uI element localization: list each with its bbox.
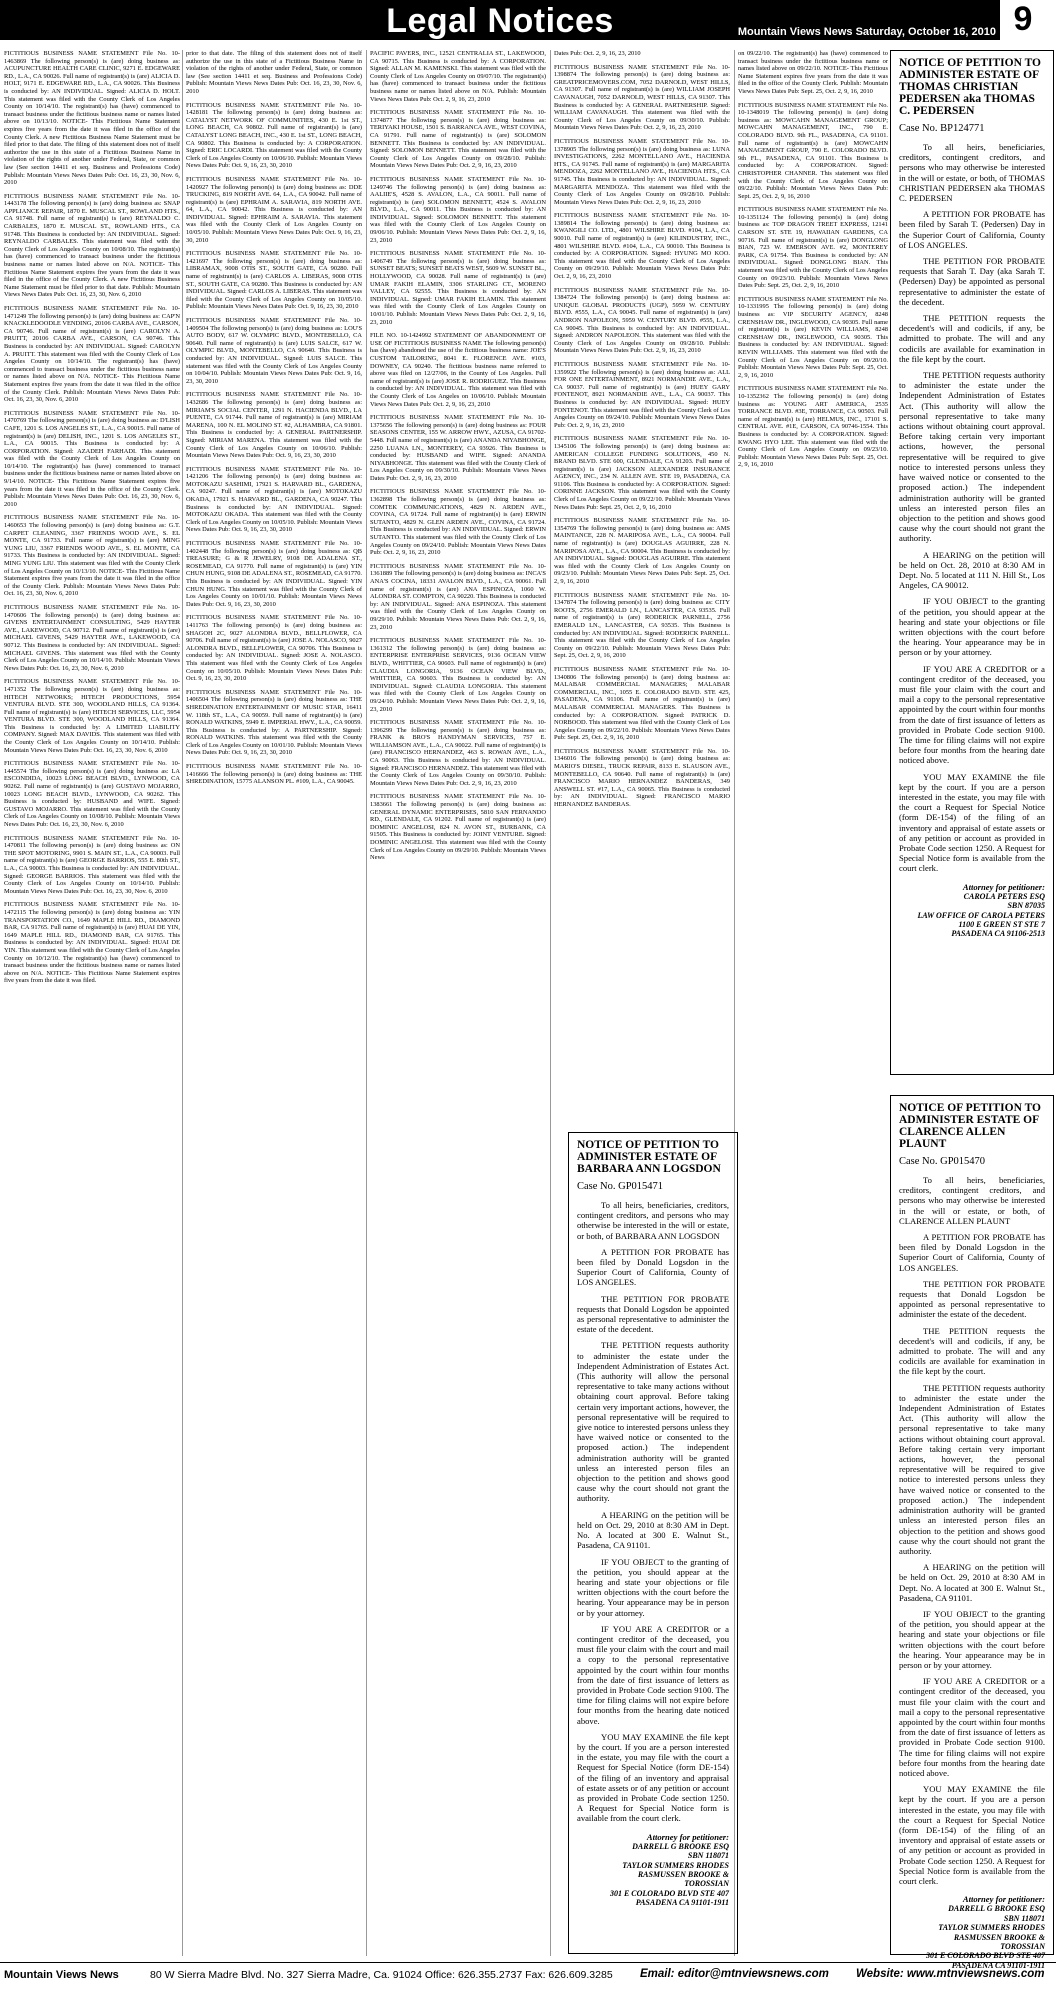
attorney-line: RASMUSSEN BROOKE &: [637, 1870, 729, 1879]
footer-email[interactable]: Email: editor@mtnviewsnews.com: [640, 1968, 829, 1980]
fictitious-business-notice: prior to that date. The filing of this statement does not of itself authorize the use in this state of a Fictitious Business Name in violation of the rights of another under Federal, State, or common law (See section 14411 et seq. Business and Professions Code) Publish: Mountain Views News Dates Pub: Oct. 16, 23, 30, Nov. 6, 2010: [186, 50, 362, 95]
column-divider: [182, 50, 183, 1956]
column-divider: [366, 50, 367, 1956]
footer-website[interactable]: Website: www.mtnviewsnews.com: [856, 1968, 1045, 1980]
notice-title: NOTICE OF PETITION TO ADMINISTER ESTATE OF THOMAS CHRISTIAN PEDERSEN aka THOMAS C. PEDERSEN: [899, 57, 1041, 117]
fictitious-business-notice: FICTITIOUS BUSINESS NAME STATEMENT File No. 10-1428181 The following person(s) is (are) doing business as: CATALYST NETWORK OF COMMUNITIES, 430 E. 1st ST., LONG BEACH, CA 90802. Full name of registrant(s) is (are) CATALYST LONG BEACH, INC., 430 E. 1st ST., LONG BEACH, CA 90802. This Business is conducted by: A CORPORATION. Signed: ERIC LOCARDI. This statement was filed with the County Clerk of Los Angeles County on 10/06/10. Publish: Mountain Views News Dates Pub: Oct. 9, 16, 23, 30, 2010: [186, 101, 362, 170]
attorney-line: CAROLA PETERS ESQ: [963, 891, 1045, 901]
attorney-line: SBN 118071: [1003, 1913, 1045, 1923]
notice-paragraph: IF YOU ARE A CREDITOR or a contingent creditor of the deceased, you must file your claim with the court and mail a copy to the personal representative appointed by the court within four months from the date of first issuance of letters as provided in Probate Code section 9100. The time for filing claims will not expire before four months from the hearing date noticed above.: [899, 1676, 1045, 1778]
notice-paragraph: THE PETITION requests authority to administer the estate under the Independent Administration of Estates Act. (This authority will allow the personal representative to take many actions without obtaining court approval. Before taking certain very important actions, however, the personal representative will be required to give notice to interested persons unless they have waived notice or consented to the proposed action.) The independent administration authority will be granted unless an interested person files an objection to the petition and shows good cause why the court should not grant the authority.: [577, 1340, 729, 1504]
attorney-line: 1100 E GREEN ST STE 7: [958, 920, 1045, 930]
probate-notice-plaunt: [890, 1095, 1054, 1970]
notice-paragraph: YOU MAY EXAMINE the file kept by the court. If you are a person interested in the estate, you may file with the court a Request for Special Notice (form DE-154) of the filing of an inventory and appraisal of estate assets or of any petition or account as provided in Probate Code section 1250. A Request for Special Notice form is available from the court clerk.: [899, 771, 1045, 874]
fictitious-business-notice: FICTITIOUS BUSINESS NAME STATEMENT File No. 10-1351124 The following person(s) is (are) doing business as: TOP DRAGON TREET EXPRESS, 12141 CARSON ST. STE 19, HAWAIIAN GARDENS, CA 90716. Full name of registrant(s) is (are) DONGLONG BIAN, 723 W. EMERSON AVE. #2, MONTEREY PARK, CA 91754. This Business is conducted by: AN INDIVIDUAL. Signed: DONGLONG BIAN. This statement was filed with the County Clerk of Los Angeles County on 09/23/10. Publish: Mountain Views News Dates Pub: Sept. 25, Oct. 2, 9, 16, 2010: [738, 206, 888, 290]
attorney-line: TAYLOR SUMMERS RHODES: [622, 1860, 729, 1870]
notice-paragraph: THE PETITION requests authority to administer the estate under the Independent Administration of Estates Act. (This authority will allow the personal representative to take many actions without obtaining court approval. Before taking certain very important actions, however, the personal representative will be required to give notice to interested persons unless they have waived notice or consented to the proposed action.) The independent administration authority will be granted unless an interested person files an objection to the petition and shows good cause why the court should not grant the authority.: [899, 1382, 1045, 1556]
attorney-line: DARRELL G BROOKE ESQ: [632, 1841, 729, 1851]
notice-paragraph: THE PETITION requests the decedent's will and codicils, if any, be admitted to probate. The will and any codicils are available for examination in the file kept by the court.: [899, 1325, 1045, 1377]
fictitious-business-notice: FICTITIOUS BUSINESS NAME STATEMENT File No. 10-1460653 The following person(s) is (are) doing business as: G.T. CARPET CLEANING, 3367 FRIENDS WOOD AVE., S. EL MONTE, CA 91733. Full name of registrant(s) is (are) MING YUNG LIU, 3367 FRIENDS WOOD AVE., S. EL MONTE, CA 91733. This Business is conducted by: AN INDIVIDUAL. Signed: MING YUNG LIU. This statement was filed with the County Clerk of Los Angeles County on 10/13/10. NOTICE- This Fictitious Name Statement expires five years from the date it was filed in the office of the County Clerk. Publish: Mountain Views News Dates Pub: Oct. 16, 23, 30, Nov. 6, 2010: [4, 514, 180, 598]
column-divider: [550, 50, 551, 1956]
notice-paragraph: THE PETITION FOR PROBATE requests that Donald Logsdon be appointed as personal representative to administer the estate of the decedent.: [577, 1293, 729, 1335]
fictitious-business-notice: FICTITIOUS BUSINESS NAME STATEMENT File No. 10-1420927 The following person(s) is (are) doing business as: DDE TRUCKING, 819 NORTH AVE. 64, L.A., CA 90042. Full name of registrant(s) is (are) EPHRAIM A. SARAVIA, 819 NORTH AVE. 64, L.A., CA 90042. This Business is conducted by: AN INDIVIDUAL. Signed: EPHRAIM A. SARAVIA. This statement was filed with the County Clerk of Los Angeles County on 10/05/10. Publish: Mountain Views News Dates Pub: Oct. 9, 16, 23, 30, 2010: [186, 175, 362, 244]
fictitious-business-notice: FICTITIOUS BUSINESS NAME STATEMENT File No. 10-1396299 The following person(s) is (are) doing business as: FRANK & BRO'S HANDYMAN SERVICES, 757 E. WILLIAMSON AVE., L.A., CA 90022. Full name of registrant(s) is (are) FRANCISCO HERNANDEZ, 463 S. ROWAN AVE., L.A., CA 90063. This Business is conducted by: AN INDIVIDUAL. Signed: FRANCISCO HERNANDEZ. This statement was filed with the County Clerk of Los Angeles County on 09/30/10. Publish: Mountain Views News Dates Pub: Oct. 2, 9, 16, 23, 2010: [370, 719, 546, 787]
notice-body: [577, 1200, 729, 1908]
notice-column-2: [186, 50, 362, 1956]
attorney-line: LAW OFFICE OF CAROLA PETERS: [917, 910, 1045, 920]
notice-column-1: [4, 50, 180, 1956]
notice-paragraph: A PETITION FOR PROBATE has been filed by Donald Logsdon in the Superior Court of California, County of LOS ANGELES.: [577, 1246, 729, 1288]
fictitious-business-notice: FICTITIOUS BUSINESS NAME STATEMENT File No. 10-1406504 The following person(s) is (are) doing business as: THE SHREDINATION ENTERTAINMENT OF MUSIC STAR, 16411 W. 118th ST., L.A., CA 90059. Full name of registrant(s) is (are) RONALD WATKINS, 5949 E. IMPERIAL HWY., L.A., CA 90059. This Business is conducted by: A PARTNERSHIP. Signed: RONALD WATKINS. This statement was filed with the County Clerk of Los Angeles County on 10/01/10. Publish: Mountain Views News Dates Pub: Oct. 9, 16, 23, 30, 2010: [186, 688, 362, 757]
attorney-line: SBN 118071: [687, 1851, 729, 1861]
fictitious-business-notice: FICTITIOUS BUSINESS NAME STATEMENT File No. 10-1249746 The following person(s) is (are) doing business as: AALIIE'S, 4528 S. AVALON, L.A., CA 90011. Full name of registrant(s) is (are) SOLOMON BENNETT, 4524 S. AVALON BLVD., L.A., CA 90011. This Business is conducted by: AN INDIVIDUAL. Signed: SOLOMON BENNETT. This statement was filed with the County Clerk of Los Angeles County on 09/06/10. Publish: Mountain Views News Dates Pub: Oct. 2, 9, 16, 23, 2010: [370, 175, 546, 244]
fictitious-business-notice: on 09/22/10. The registrant(s) has (have) commenced to transact business under the fictitious business name or names listed above on 09/22/10. NOTICE- This Fictitious Name Statement expires five years from the date it was filed in the office of the County Clerk. Publish: Mountain Views News Dates Pub: Sept. 25, Oct. 2, 9, 16, 2010: [738, 50, 888, 95]
fictitious-business-notice: FICTITIOUS BUSINESS NAME STATEMENT File No. 10-1471352 The following person(s) is (are) doing business as: HITECH NETWORKS; HITECH PRODUCTIONS, 5954 VENTURA BLVD. STE 300, WOODLAND HILLS, CA 91364. Full name of registrant(s) is (are) HITECH SERVICES, LLC, 5954 VENTURA BLVD. STE 300, WOODLAND HILLS, CA 91364. This Business is conducted by: A LIMITED LIABILITY COMPANY. Signed: MAX DAVIDS. This statement was filed with the County Clerk of Los Angeles County on 10/14/10. Publish: Mountain Views News Dates Pub: Oct. 16, 23, 30, Nov. 6, 2010: [4, 678, 180, 754]
footer-address: 80 W Sierra Madre Blvd. No. 327 Sierra Madre, Ca. 91024 Office: 626.355.2737 Fax: 626.609.3285: [150, 1969, 613, 1981]
attorney-line: SBN 87035: [1007, 901, 1045, 911]
fictitious-business-notice: FICTITIOUS BUSINESS NAME STATEMENT File No. 10-1409504 The following person(s) is (are) doing business as: LOU'S AUTO BODY, 617 W. OLYMPIC BLVD., MONTEBELLO, CA 90640. Full name of registrant(s) is (are) LUIS SALCE, 617 W. OLYMPIC BLVD., MONTEBELLO, CA 90640. This Business is conducted by: AN INDIVIDUAL. Signed: LUIS SALCE. This statement was filed with the County Clerk of Los Angeles County on 10/04/10. Publish: Mountain Views News Dates Pub: Oct. 9, 16, 23, 30, 2010: [186, 317, 362, 385]
attorney-line: TOROSSIAN: [684, 1879, 729, 1889]
notice-paragraph: YOU MAY EXAMINE the file kept by the court. If you are a person interested in the estate, you may file with the court a Request for Special Notice (form DE-154) of the filing of an inventory and appraisal of estate assets or of any petition or account as provided in Probate Code section 1250. A Request for Special Notice form is available from the court clerk.: [577, 1731, 729, 1824]
notice-paragraph: THE PETITION requests the decedent's will and codicils, if any, be admitted to probate. The will and any codicils are available for examination in the file kept by the court.: [899, 313, 1045, 364]
fictitious-business-notice: FICTITIOUS BUSINESS NAME STATEMENT File No. 10-1348019 The following person(s) is (are) doing business as: MOWCAHN MANAGEMENT GROUP; MOWCAHN MANAGEMENT, INC., 790 E. COLORADO BLVD. 9th FL., PASADENA, CA 91101. Full name of registrant(s) is (are) MOWCAHN MANAGEMENT GROUP, 790 E. COLORADO BLVD. 9th FL., PASADENA, CA 91101. This Business is conducted by: A CORPORATION. Signed: CHRISTOPHER CHANNER. This statement was filed with the County Clerk of Los Angeles County on 09/22/10. Publish: Mountain Views News Dates Pub: Sept. 25, Oct. 2, 9, 16, 2010: [738, 101, 888, 200]
attorney-line: 301 E COLORADO BLVD STE 407: [925, 1951, 1045, 1961]
notice-paragraph: IF YOU OBJECT to the granting of the petition, you should appear at the hearing and state your objections or file written objections with the court before the hearing. Your appearance may be in person or by your attorney.: [577, 1556, 729, 1618]
attorney-line: PASADENA CA 91101-1911: [635, 1898, 729, 1908]
fictitious-business-notice: FICTITIOUS BUSINESS NAME STATEMENT File No. 10-1470606 The following person(s) is (are) doing business as: GIVENS ENTERTAINMENT CONSULTING, 5429 HAYTER AVE., LAKEWOOD, CA 90712. Full name of registrant(s) is (are) MICHAEL GIVENS, 5429 HAYTER AVE., LAKEWOOD, CA 90712. This Business is conducted by: AN INDIVIDUAL. Signed: MICHAEL GIVENS. This statement was filed with the County Clerk of Los Angeles County on 10/14/10. Publish: Mountain Views News Dates Pub: Oct. 16, 23, 30, Nov. 6, 2010: [4, 603, 180, 672]
fictitious-business-notice: FICTITIOUS BUSINESS NAME STATEMENT File No. 10-1402448 The following person(s) is (are) doing business as: QB TREASURE; G & R JEWELRY, 9108 DE ADALENA ST., ROSEMEAD, CA 91770. Full name of registrant(s) is (are) YIN CHUN HUNG, 9108 DE ADALENA ST., ROSEMEAD, CA 91770. This Business is conducted by: AN INDIVIDUAL. Signed: YIN CHUN HUNG. This statement was filed with the County Clerk of Los Angeles County on 10/01/10. Publish: Mountain Views News Dates Pub: Oct. 9, 16, 23, 30, 2010: [186, 540, 362, 608]
fictitious-business-notice: FICTITIOUS BUSINESS NAME STATEMENT File No. 10-1346016 The following person(s) is (are) doing business as: MARIO'S DIESEL, TRUCK REPAIR, 8133 E. SLAUSON AVE., MONTEBELLO, CA 90640. Full name of registrant(s) is (are) FRANCISCO MARIO HERNANDEZ BANDERAS, 349 ANSWELL ST. #17, L.A., CA 90065. This Business is conducted by: AN INDIVIDUAL. Signed: FRANCISCO MARIO HERNANDEZ BANDERAS.: [554, 747, 730, 809]
fictitious-business-notice: FICTITIOUS BUSINESS NAME STATEMENT File No. 10-1375656 The following person(s) is (are) doing business as: FOUR SEASONS CENTER, 155 W. ARROW HWY., AZUSA, CA 91702-5448. Full name of registrant(s) is (are) ANANDA NIYABHONGE, 2250 LUANA LN., MONTEREY, CA 93926. This Business is conducted by: HUSBAND and WIFE. Signed: ANANDA NIYABHONGE. This statement was filed with the County Clerk of Los Angeles County on 09/30/10. Publish: Mountain Views News Dates Pub: Oct. 2, 9, 16, 23, 2010: [370, 414, 546, 482]
attorney-line: PASADENA CA 91106-2513: [951, 929, 1045, 939]
attorney-line: TOROSSIAN: [1000, 1942, 1045, 1952]
fictitious-business-notice: FICTITIOUS BUSINESS NAME STATEMENT File No. 10-1406749 The following person(s) is (are) doing business as: SUNSET BEATS; SUNSET BEATS WEST, 5609 W. SUNSET BL., HOLLYWOOD, CA 90028. Full name of registrant(s) is (are) UMAR FAKIH ELAMIN, 3306 STARLING CT., MORENO VALLEY, CA 92555. This Business is conducted by: AN INDIVIDUAL. Signed: UMAR FAKIH ELAMIN. This statement was filed with the County Clerk of Los Angeles County on 10/01/10. Publish: Mountain Views News Dates Pub: Oct. 2, 9, 16, 23, 2010: [370, 250, 546, 326]
fictitious-business-notice: PACIFIC PAVERS, INC., 12521 CENTRALIA ST., LAKEWOOD, CA 90715. This Business is conducted by: A CORPORATION. Signed: ALLAN M. KAMENSKI. This statement was filed with the County Clerk of Los Angeles County on 09/07/10. The registrant(s) has (have) commenced to transact business under the fictitious business name or names listed above on N/A. Publish: Mountain Views News Dates Pub: Oct. 2, 9, 16, 23, 2010: [370, 50, 546, 103]
fictitious-business-notice: FICTITIOUS BUSINESS NAME STATEMENT File No. 10-1359922 The following person(s) is (are) doing business as: ALL FOR ONE ENTERTAINMENT, 8921 NORMANDIE AVE., L.A., CA 90037. Full name of registrant(s) is (are) HUEY GARY FONTENOT, 8921 NORMANDIE AVE., L.A., CA 90037. This Business is conducted by: AN INDIVIDUAL. Signed: HUEY FONTENOT. This statement was filed with the County Clerk of Los Angeles County on 09/24/10. Publish: Mountain Views News Dates Pub: Oct. 2, 9, 16, 23, 2010: [554, 360, 730, 429]
fictitious-business-notice: FICTITIOUS BUSINESS NAME STATEMENT File No. 10-1374877 The following person(s) is (are) doing business as: TERIYAKI HOUSE, 1501 S. BARRANCA AVE., WEST COVINA, CA 91791. Full name of registrant(s) is (are) SOLOMON BENNETT. This Business is conducted by: AN INDIVIDUAL. Signed: SOLOMON BENNETT. This statement was filed with the County Clerk of Los Angeles County on 09/28/10. Publish: Mountain Views News Dates Pub: Oct. 2, 9, 16, 23, 2010: [370, 109, 546, 170]
probate-notice-logsdon: [568, 1132, 738, 1954]
fictitious-business-notice: FICTITIOUS BUSINESS NAME STATEMENT File No. 10-1361312 The following person(s) is (are) doing business as: ENTERPRISE ENTERPRISE SERVICES, 9136 OCEAN VIEW BLVD., WHITTIER, CA 90603. Full name of registrant(s) is (are) CLAUDIA LONGORIA, 9136 OCEAN VIEW BLVD., WHITTIER, CA 90603. This Business is conducted by: AN INDIVIDUAL. Signed: CLAUDIA LONGORIA. This statement was filed with the County Clerk of Los Angeles County on 09/24/10. Publish: Mountain Views News Dates Pub: Oct. 2, 9, 16, 23, 2010: [370, 637, 546, 713]
section-title: Legal Notices: [386, 2, 614, 40]
notice-title: NOTICE OF PETITION TO ADMINISTER ESTATE OF CLARENCE ALLEN PLAUNT: [899, 1102, 1041, 1150]
notice-paragraph: IF YOU ARE A CREDITOR or a contingent creditor of the deceased, you must file your claim with the court and mail a copy to the personal representative appointed by the court within four months from the date of first issuance of letters as provided in Probate Code section 9100. The time for filing claims will not expire before four months from the hearing date noticed above.: [899, 663, 1045, 766]
fictitious-business-notice: FICTITIOUS BUSINESS NAME STATEMENT File No. 10-1361889 The following person(s) is (are) doing business as: INCA'S ANA'S COCINA, 18331 AVALON BLVD., L.A., CA 90061. Full name of registrant(s) is (are) ANA ESPINOZA, 1060 W. ALONDRA ST. COMPTON, CA 90220. This Business is conducted by: AN INDIVIDUAL. Signed: ANA ESPINOZA. This statement was filed with the County Clerk of Los Angeles County on 09/29/10. Publish: Mountain Views News Dates Pub: Oct. 2, 9, 16, 23, 2010: [370, 562, 546, 631]
fictitious-business-notice: FICTITIOUS BUSINESS NAME STATEMENT File No. 10-1378905 The following person(s) is (are) doing business as: LUNA INVESTIGATIONS, 2262 MONTELLANO AVE., HACIENDA HTS., CA 91745. Full name of registrant(s) is (are) MARGARITA MENDOZA, 2262 MONTELLANO AVE., HACIENDA HTS., CA 91745. This Business is conducted by: AN INDIVIDUAL. Signed: MARGARITA MENDOZA. This statement was filed with the County Clerk of Los Angeles County on 09/28/10. Publish: Mountain Views News Dates Pub: Oct. 2, 9, 16, 23, 2010: [554, 137, 730, 206]
footer-paper-name: Mountain Views News: [4, 1969, 119, 1981]
fictitious-business-notice: FICTITIOUS BUSINESS NAME STATEMENT File No. 10-1340806 The following person(s) is (are) doing business as: MALABAR COMMERCIAL MANAGERS; MALABAR COMMERCIAL, INC., 1055 E. COLORADO BLVD. STE 425, PASADENA, CA 91106. Full name of registrant(s) is (are) MALABAR COMMERCIAL MANAGERS. This Business is conducted by: A CORPORATION. Signed: PATRICK D. NORBOOD. This statement was filed with the County Clerk of Los Angeles County on 09/22/10. Publish: Mountain Views News Dates Pub: Sept. 25, Oct. 2, 9, 16, 2010: [554, 665, 730, 742]
fictitious-business-notice: FICTITIOUS BUSINESS NAME STATEMENT File No. 10-1352362 The following person(s) is (are) doing business as: YOUNG ART AMERICA, 2535 TORRANCE BLVD. #3E, TORRANCE, CA 90503. Full name of registrant(s) is (are) HELMUS, INC., 17101 S. CENTRAL AVE. #1E, CARSON, CA 90746-1554. This Business is conducted by: A CORPORATION. Signed: KWANG HYO LEE. This statement was filed with the County Clerk of Los Angeles County on 09/23/10. Publish: Mountain Views News Dates Pub: Sept. 25, Oct. 2, 9, 16, 2010: [738, 385, 888, 469]
notice-paragraph: THE PETITION FOR PROBATE requests that Sarah T. Day (aka Sarah T. (Pedersen) Day) be appointed as personal representative to administer the estate of the decedent.: [899, 256, 1045, 307]
fictitious-business-notice: FICTITIOUS BUSINESS NAME STATEMENT File No. 10-1389814 The following person(s) is (are) doing business as: KWANGILI CO. LTD., 4801 WILSHIRE BLVD. #104, L.A., CA 90010. Full name of registrant(s) is (are) KILINDUSTRY, INC., 4801 WILSHIRE BLVD. #104, L.A., CA 90010. This Business is conducted by: A CORPORATION. Signed: HYUNG MO KOO. This statement was filed with the County Clerk of Los Angeles County on 09/29/10. Publish: Mountain Views News Dates Pub: Oct. 2, 9, 16, 23, 2010: [554, 212, 730, 281]
fictitious-business-notice: FICTITIOUS BUSINESS NAME STATEMENT File No. 10-1362898 The following person(s) is (are) doing business as: COMTEK COMMUNICATIONS, 4829 N. ARDEN AVE., COVINA, CA 91724. Full name of registrant(s) is (are) ERWIN SUTANTO, 4829 N. GLEN ARDEN AVE., COVINA, CA 91724. This Business is conducted by: AN INDIVIDUAL. Signed: ERWIN SUTANTO. This statement was filed with the County Clerk of Los Angeles County on 09/24/10. Publish: Mountain Views News Dates Pub: Oct. 2, 9, 16, 23, 2010: [370, 488, 546, 557]
attorney-line: TAYLOR SUMMERS RHODES: [938, 1923, 1045, 1933]
attorney-heading: Attorney for petitioner:: [962, 881, 1045, 892]
fictitious-business-notice: FICTITIOUS BUSINESS NAME STATEMENT File No. 10-1345106 The following person(s) is (are) doing business as: AMERICAN COLLEGE FUNDING SOLUTIONS, 450 N. BRAND BLVD. STE 600, GLENDALE, CA 91203. Full name of registrant(s) is (are) JACKSON ALEXANDER INSURANCE AGENCY, INC., 234 N. ALLEN AVE. STE 19, PASADENA, CA 91106. This Business is conducted by: A CORPORATION. Signed: CORINNE JACKSON. This statement was filed with the County Clerk of Los Angeles County on 09/22/10. Publish: Mountain Views News Dates Pub: Sept. 25, Oct. 2, 9, 16, 2010: [554, 435, 730, 511]
notice-paragraph: YOU MAY EXAMINE the file kept by the court. If you are a person interested in the estate, you may file with the court a Request for Special Notice (form DE-154) of the filing of an inventory and appraisal of estate assets or of any petition or account as provided in Probate Code section 1250. A Request for Special Notice form is available from the court clerk.: [899, 1784, 1045, 1886]
notice-paragraph: THE PETITION FOR PROBATE requests that Donald Logsdon be appointed as personal representative to administer the estate of the decedent.: [899, 1278, 1045, 1320]
notice-title: NOTICE OF PETITION TO ADMINISTER ESTATE OF BARBARA ANN LOGSDON: [577, 1139, 721, 1175]
fictitious-business-notice: FICTITIOUS BUSINESS NAME STATEMENT File No. 10-1470811 The following person(s) is (are) doing business as: ON THE SPOT MOTORING, 9901 S. MAIN ST., L.A., CA 90003. Full name of registrant(s) is (are) GEORGE BARRIOS, 555 E. 80th ST., L.A., CA 90003. This Business is conducted by: AN INDIVIDUAL. Signed: GEORGE BARRIOS. This statement was filed with the County Clerk of Los Angeles County on 10/14/10. Publish: Mountain Views News Dates Pub: Oct. 16, 23, 30, Nov. 6, 2010: [4, 834, 180, 895]
attorney-heading: Attorney for petitioner:: [646, 1831, 729, 1842]
fictitious-business-notice: FICTITIOUS BUSINESS NAME STATEMENT File No. 10-1398874 The following person(s) is (are) doing business as: GREATPRICEMOVERS.COM, 7052 DARNOLD, WEST HILLS, CA 91307. Full name of registrant(s) is (are) WILLIAM JOSEPH CAVANAUGH, 7052 DARNOLD, WEST HILLS, CA 91307. This Business is conducted by: A GENERAL PARTNERSHIP. Signed: WILLIAM CAVANAUGH. This statement was filed with the County Clerk of Los Angeles County on 09/30/10. Publish: Mountain Views News Dates Pub: Oct. 2, 9, 16, 23, 2010: [554, 63, 730, 132]
page-number: 9: [1013, 0, 1033, 38]
fictitious-business-notice: FICTITIOUS BUSINESS NAME STATEMENT File No. 10-1411763 The following person(s) is (are) doing business as: SHAGOH 2C, 9027 ALONDRA BLVD., BELLFLOWER, CA 90706. Full name of registrant(s) is (are) JOSE A. NOLASCO, 9027 ALONDRA BLVD., BELLFLOWER, CA 90706. This Business is conducted by: AN INDIVIDUAL. Signed: JOSE A. NOLASCO. This statement was filed with the County Clerk of Los Angeles County on 10/05/10. Publish: Mountain Views News Dates Pub: Oct. 9, 16, 23, 30, 2010: [186, 614, 362, 683]
issue-line: Mountain Views News Saturday, October 16, 2010: [737, 26, 996, 38]
notice-paragraph: To all heirs, beneficiaries, creditors, contingent creditors, and persons who may otherwise be interested in the will or estate, or both, of BARBARA ANN LOGSDON: [577, 1200, 729, 1241]
page-footer: [0, 1962, 1056, 1990]
notice-paragraph: A HEARING on the petition will be held on Oct. 28, 2010 at 8:30 AM in Dept. No. 5 located at 111 N. Hill St., Los Angeles, CA 90012.: [899, 549, 1045, 591]
fictitious-business-notice: FICTITIOUS BUSINESS NAME STATEMENT File No. 10-1331995 The following person(s) is (are) doing business as: VIP SECURITY AGENCY, 8248 CRENSHAW DR., INGLEWOOD, CA 90305. Full name of registrant(s) is (are) KEVIN WILLIAMS, 8248 CRENSHAW DR., INGLEWOOD, CA 90305. This Business is conducted by: AN INDIVIDUAL. Signed: KEVIN WILLIAMS. This statement was filed with the County Clerk of Los Angeles County on 09/20/10. Publish: Mountain Views News Dates Pub: Sept. 25, Oct. 2, 9, 16, 2010: [738, 295, 888, 379]
fictitious-business-notice: FICTITIOUS BUSINESS NAME STATEMENT File No. 10-1471249 The following person(s) is (are) doing business as: CAP'N KNACKLEDOODLE VENDING, 20106 CARBA AVE., CARSON, CA 90746. Full name of registrant(s) is (are) CAROLYN A. PRUITT, 20106 CARBA AVE., CARSON, CA 90746. This Business is conducted by: AN INDIVIDUAL. Signed: CAROLYN A. PRUITT. This statement was filed with the County Clerk of Los Angeles County on 10/14/10. The registrant(s) has (have) commenced to transact business under the fictitious business name or names listed above on N/A. NOTICE- This Fictitious Name Statement expires five years from the date it was filed in the office of the County Clerk. Publish: Mountain Views News Dates Pub: Oct. 16, 23, 30, Nov. 6, 2010: [4, 305, 180, 404]
fictitious-business-notice: FICTITIOUS BUSINESS NAME STATEMENT File No. 10-1384724 The following person(s) is (are) doing business as: UNIQUE GLOBAL PRODUCTS (UGP), 5959 W. CENTURY BLVD. #555, L.A., CA 90045. Full name of registrant(s) is (are) ANDRON NAPOLEON, 5959 W. CENTURY BLVD. #555, L.A., CA 90045. This Business is conducted by: AN INDIVIDUAL. Signed: ANDRON NAPOLEON. This statement was filed with the County Clerk of Los Angeles County on 09/28/10. Publish: Mountain Views News Dates Pub: Oct. 2, 9, 16, 23, 2010: [554, 286, 730, 355]
fictitious-business-notice: FICTITIOUS BUSINESS NAME STATEMENT File No. 10-1432686 The following person(s) is (are) doing business as: MIRIAM'S SOCIAL CENTER, 1291 N. HACIENDA BLVD., LA PUENTE, CA 91744. Full name of registrant(s) is (are) MIRIAM MARENA, 100 N. EL MOLINO ST. #2, ALHAMBRA, CA 91801. This Business is conducted by: A GENERAL PARTNERSHIP. Signed: MIRIAM MARENA. This statement was filed with the County Clerk of Los Angeles County on 10/06/10. Publish: Mountain Views News Dates Pub: Oct. 9, 16, 23, 30, 2010: [186, 391, 362, 460]
attorney-line: RASMUSSEN BROOKE &: [953, 1932, 1045, 1942]
fictitious-business-notice: FICTITIOUS BUSINESS NAME STATEMENT File No. 10-1347874 The following person(s) is (are) doing business as: CITY ROOTS, 2756 EMERALD LN., LANCASTER, CA 93535. Full name of registrant(s) is (are) RODERICK PARNELL, 2756 EMERALD LN., LANCASTER, CA 93535. This Business is conducted by: AN INDIVIDUAL. Signed: RODERICK PARNELL. This statement was filed with the County Clerk of Los Angeles County on 09/22/10. Publish: Mountain Views News Dates Pub: Sept. 25, Oct. 2, 9, 16, 2010: [554, 591, 730, 660]
masthead: [0, 0, 1056, 46]
notice-body: [899, 142, 1045, 939]
notice-column-4: [554, 50, 730, 1120]
attorney-heading: Attorney for petitioner:: [962, 1894, 1045, 1905]
fictitious-business-notice: FICTITIOUS BUSINESS NAME STATEMENT File No. 10-1470769 The following person(s) is (are) doing business as: D'LISH CAFE, 1201 S. LOS ANGELES ST., L.A., CA 90015. Full name of registrant(s) is (are) DELISH, INC., 1201 S. LOS ANGELES ST., L.A., CA 90015. This Business is conducted by: A CORPORATION. Signed: AZADEH FARHADI. This statement was filed with the County Clerk of Los Angeles County on 10/14/10. The registrant(s) has (have) commenced to transact business under the fictitious business name or names listed above on 9/14/10. NOTICE- This Fictitious Name Statement expires five years from the date it was filed in the office of the County Clerk. Publish: Mountain Views News Dates Pub: Oct. 16, 23, 30, Nov. 6, 2010: [4, 409, 180, 508]
fictitious-business-notice: Dates Pub: Oct. 2, 9, 16, 23, 2010: [554, 50, 641, 57]
fictitious-business-notice: FILE NO. 10-1424992 STATEMENT OF ABANDONMENT OF USE OF FICTITIOUS BUSINESS NAME The following person(s) has (have) abandoned the use of the fictitious business name: JOE'S CUSTOM TAILORING, 8041 E. FLORENCE AVE. #103, DOWNEY, CA 90240. The fictitious business name referred to above was filed on 12/27/06, in the County of Los Angeles. Full name of registrant(s) is (are) JOSE R. RODRIGUEZ. This Business is conducted by: AN INDIVIDUAL. This statement was filed with the County Clerk of Los Angeles on 10/06/10. Publish: Mountain Views News Dates Pub: Oct. 2, 9, 16, 23, 2010: [370, 332, 546, 408]
fictitious-business-notice: FICTITIOUS BUSINESS NAME STATEMENT File No. 10-1421206 The following person(s) is (are) doing business as: MOTOKAZU SASHIMI, 17921 S. HARVARD BL., GARDENA, CA 90247. Full name of registrant(s) is (are) MOTOKAZU OKADA, 17921 S. HARVARD BL., GARDENA, CA 90247. This Business is conducted by: AN INDIVIDUAL. Signed: MOTOKAZU OKADA. This statement was filed with the County Clerk of Los Angeles County on 10/05/10. Publish: Mountain Views News Dates Pub: Oct. 9, 16, 23, 30, 2010: [186, 465, 362, 534]
notice-paragraph: A HEARING on the petition will be held on Oct. 29, 2010 at 8:30 AM in Dept. No. A located at 300 E. Walnut St., Pasadena, CA 91101.: [577, 1509, 729, 1551]
notice-paragraph: IF YOU OBJECT to the granting of the petition, you should appear at the hearing and state your objections or file written objections with the court before the hearing. Your appearance may be in person or by your attorney.: [899, 1608, 1045, 1670]
notice-paragraph: A HEARING on the petition will be held on Oct. 29, 2010 at 8:30 AM in Dept. No. A located at 300 E. Walnut St., Pasadena, CA 91101.: [899, 1562, 1045, 1603]
case-number: Case No. GP015470: [899, 1156, 986, 1167]
notice-paragraph: A PETITION FOR PROBATE has been filed by Donald Logsdon in the Superior Court of California, County of LOS ANGELES.: [899, 1232, 1045, 1273]
notice-paragraph: A PETITION FOR PROBATE has been filed by Sarah T. (Pedersen) Day in the Superior Court of California, County of LOS ANGELES.: [899, 209, 1045, 250]
notice-paragraph: To all heirs, beneficiaries, creditors, contingent creditors, and persons who may otherwise be interested in the will or estate, or both, of CLARENCE ALLEN PLAUNT: [899, 1175, 1045, 1226]
case-number: Case No. GP015471: [577, 1181, 664, 1192]
fictitious-business-notice: FICTITIOUS BUSINESS NAME STATEMENT File No. 10-1354769 The following person(s) is (are) doing business as: AMS MAINTANCE, 228 N. MARIPOSA AVE., L.A., CA 90004. Full name of registrant(s) is (are) DOUGLAS AGUIRRE, 228 N. MARIPOSA AVE., L.A., CA 90004. This Business is conducted by: AN INDIVIDUAL. Signed: DOUGLAS AGUIRRE. This statement was filed with the County Clerk of Los Angeles County on 09/23/10. Publish: Mountain Views News Dates Pub: Sept. 25, Oct. 2, 9, 16, 2010: [554, 517, 730, 585]
attorney-line: DARRELL G BROOKE ESQ: [948, 1904, 1045, 1914]
attorney-line: PASADENA CA 91101-1911: [951, 1960, 1045, 1970]
fictitious-business-notice: FICTITIOUS BUSINESS NAME STATEMENT File No. 10-1472115 The following person(s) is (are) doing business as: YIN TRANSPORTATION CO., 1649 MAPLE HILL RD., DIAMOND BAR, CA 91765. Full name of registrant(s) is (are) HUAI DE YIN, 1649 MAPLE HILL RD., DIAMOND BAR, CA 91765. This Business is conducted by: AN INDIVIDUAL. Signed: HUAI DE YIN. This statement was filed with the County Clerk of Los Angeles County on 10/12/10. The registrant(s) has (have) commenced to transact business under the fictitious business name or names listed above on N/A. NOTICE- This Fictitious Name Statement expires five years from the date it was filed.: [4, 901, 180, 985]
case-number: Case No. BP124771: [899, 123, 985, 134]
fictitious-business-notice: FICTITIOUS BUSINESS NAME STATEMENT File No. 10-1445574 The following person(s) is (are) doing business as: LA ESCONDIDA, 10023 LONG BEACH BLVD., LYNWOOD, CA 90262. Full name of registrant(s) is (are) GUSTAVO MOJARRO, 10023 LONG BEACH BLVD., LYNWOOD, CA 90262. This Business is conducted by: HUSBAND and WIFE. Signed: GUSTAVO MOJARRO. This statement was filed with the County Clerk of Los Angeles County on 10/08/10. Publish: Mountain Views News Dates Pub: Oct. 16, 23, 30, Nov. 6, 2010: [4, 760, 180, 828]
notice-body: [899, 1175, 1045, 1970]
notice-column-5: [738, 50, 888, 1080]
notice-column-3: [370, 50, 546, 1956]
fictitious-business-notice: FICTITIOUS BUSINESS NAME STATEMENT File No. 10-1416666 The following person(s) is (are) doing business as: THE SHREDINATION, 15775 ALANSON PL. #109, L.A., CA 90045.: [186, 763, 362, 786]
fictitious-business-notice: FICTITIOUS BUSINESS NAME STATEMENT File No. 10-1463869 The following person(s) is (are) doing business as: ACUPUNCTURE HEALTH CARE CLINIC, 9271 E. EDGEWARE RD., L.A., CA 90026. Full name of registrant(s) is (are) ALICIA D. HOLT, 9171 E. EDGEWARE RD., L.A., CA 90026. This Business is conducted by: AN INDIVIDUAL. Signed: ALICIA D. HOLT. This statement was filed with the County Clerk of Los Angeles County on 10/14/10. The registrant(s) has (have) commenced to transact business under the fictitious business name or names listed above on 10/13/10. NOTICE- This Fictitious Name Statement expires five years from the date it was filed in the office of the County Clerk. A new Fictitious Business Name Statement must be filed prior to that date. The filing of this statement does not of itself authorize the use in this state of a Fictitious Business Name in violation of the rights of another under Federal, State, or common law (See section 14411 et seq. Business and Professions Code) Publish: Mountain Views News Dates Pub: Oct. 16, 23, 30, Nov. 6, 2010: [4, 50, 180, 187]
fictitious-business-notice: FICTITIOUS BUSINESS NAME STATEMENT File No. 10-1383661 The following person(s) is (are) doing business as: GENERAL DYNAMIC ENTERPRISES, 5810 SAN FERNANDO RD., GLENDALE, CA 91202. Full name of registrant(s) is (are) DOMINIC ANGELOSI, 824 N. AVON ST., BURBANK, CA 91505. This Business is conducted by: JOINT VENTURE. Signed: DOMINIC ANGELOSI. This statement was filed with the County Clerk of Los Angeles County on 09/29/10. Publish: Mountain Views News: [370, 793, 546, 862]
notice-paragraph: To all heirs, beneficiaries, creditors, contingent creditors, and persons who may otherwise be interested in the will or estate, or both, of THOMAS CHRISTIAN PEDERSEN aka THOMAS C. PEDERSEN: [899, 142, 1045, 204]
notice-paragraph: THE PETITION requests authority to administer the estate under the Independent Administration of Estates Act. (This authority will allow the personal representative to take many actions without obtaining court approval. Before taking certain very important actions, however, the personal representative will be required to give notice to interested persons unless they have waived notice or consented to the proposed action.) The independent administration authority will be granted unless an interested person files an objection to the petition and shows good cause why the court should not grant the authority.: [899, 370, 1045, 544]
attorney-line: 301 E COLORADO BLVD STE 407: [609, 1888, 729, 1898]
fictitious-business-notice: FICTITIOUS BUSINESS NAME STATEMENT File No. 10-1443178 The following person(s) is (are) doing business as: SNAP APPLIANCE REPAIR, 1870 E. MUSCAL ST., ROWLAND HTS., CA 91748. Full name of registrant(s) is (are) REYNALDO C. CARBALES, 1870 E. MUSCAL ST., ROWLAND HTS., CA 91748. This Business is conducted by: AN INDIVIDUAL. Signed: REYNALDO CARBALES. This statement was filed with the County Clerk of Los Angeles County on 10/08/10. The registrant(s) has (have) commenced to transact business under the fictitious business name or names listed above on N/A. NOTICE- This Fictitious Name Statement expires five years from the date it was filed in the office of the County Clerk. A new Fictitious Business Name Statement must be filed prior to that date. Publish: Mountain Views News Dates Pub: Oct. 16, 23, 30, Nov. 6, 2010: [4, 192, 180, 299]
probate-notice-pedersen: [890, 50, 1054, 1075]
fictitious-business-notice: FICTITIOUS BUSINESS NAME STATEMENT File No. 10-1421697 The following person(s) is (are) doing business as: LIBRAMAX, 9008 OTIS ST., SOUTH GATE, CA 90280. Full name of registrant(s) is (are) CARLOS A. LIBERAS, 9008 OTIS ST., SOUTH GATE, CA 90280. This Business is conducted by: AN INDIVIDUAL. Signed: CARLOS A. LIBERAS. This statement was filed with the County Clerk of Los Angeles County on 10/05/10. Publish: Mountain Views News Dates Pub: Oct. 9, 16, 23, 30, 2010: [186, 250, 362, 311]
notice-paragraph: IF YOU ARE A CREDITOR or a contingent creditor of the deceased, you must file your claim with the court and mail a copy to the personal representative appointed by the court within four months from the date of first issuance of letters as provided in Probate Code section 9100. The time for filing claims will not expire before four months from the hearing date noticed above.: [577, 1623, 729, 1726]
notice-paragraph: IF YOU OBJECT to the granting of the petition, you should appear at the hearing and state your objections or file written objections with the court before the hearing. Your appearance may be in person or by your attorney.: [899, 596, 1045, 658]
